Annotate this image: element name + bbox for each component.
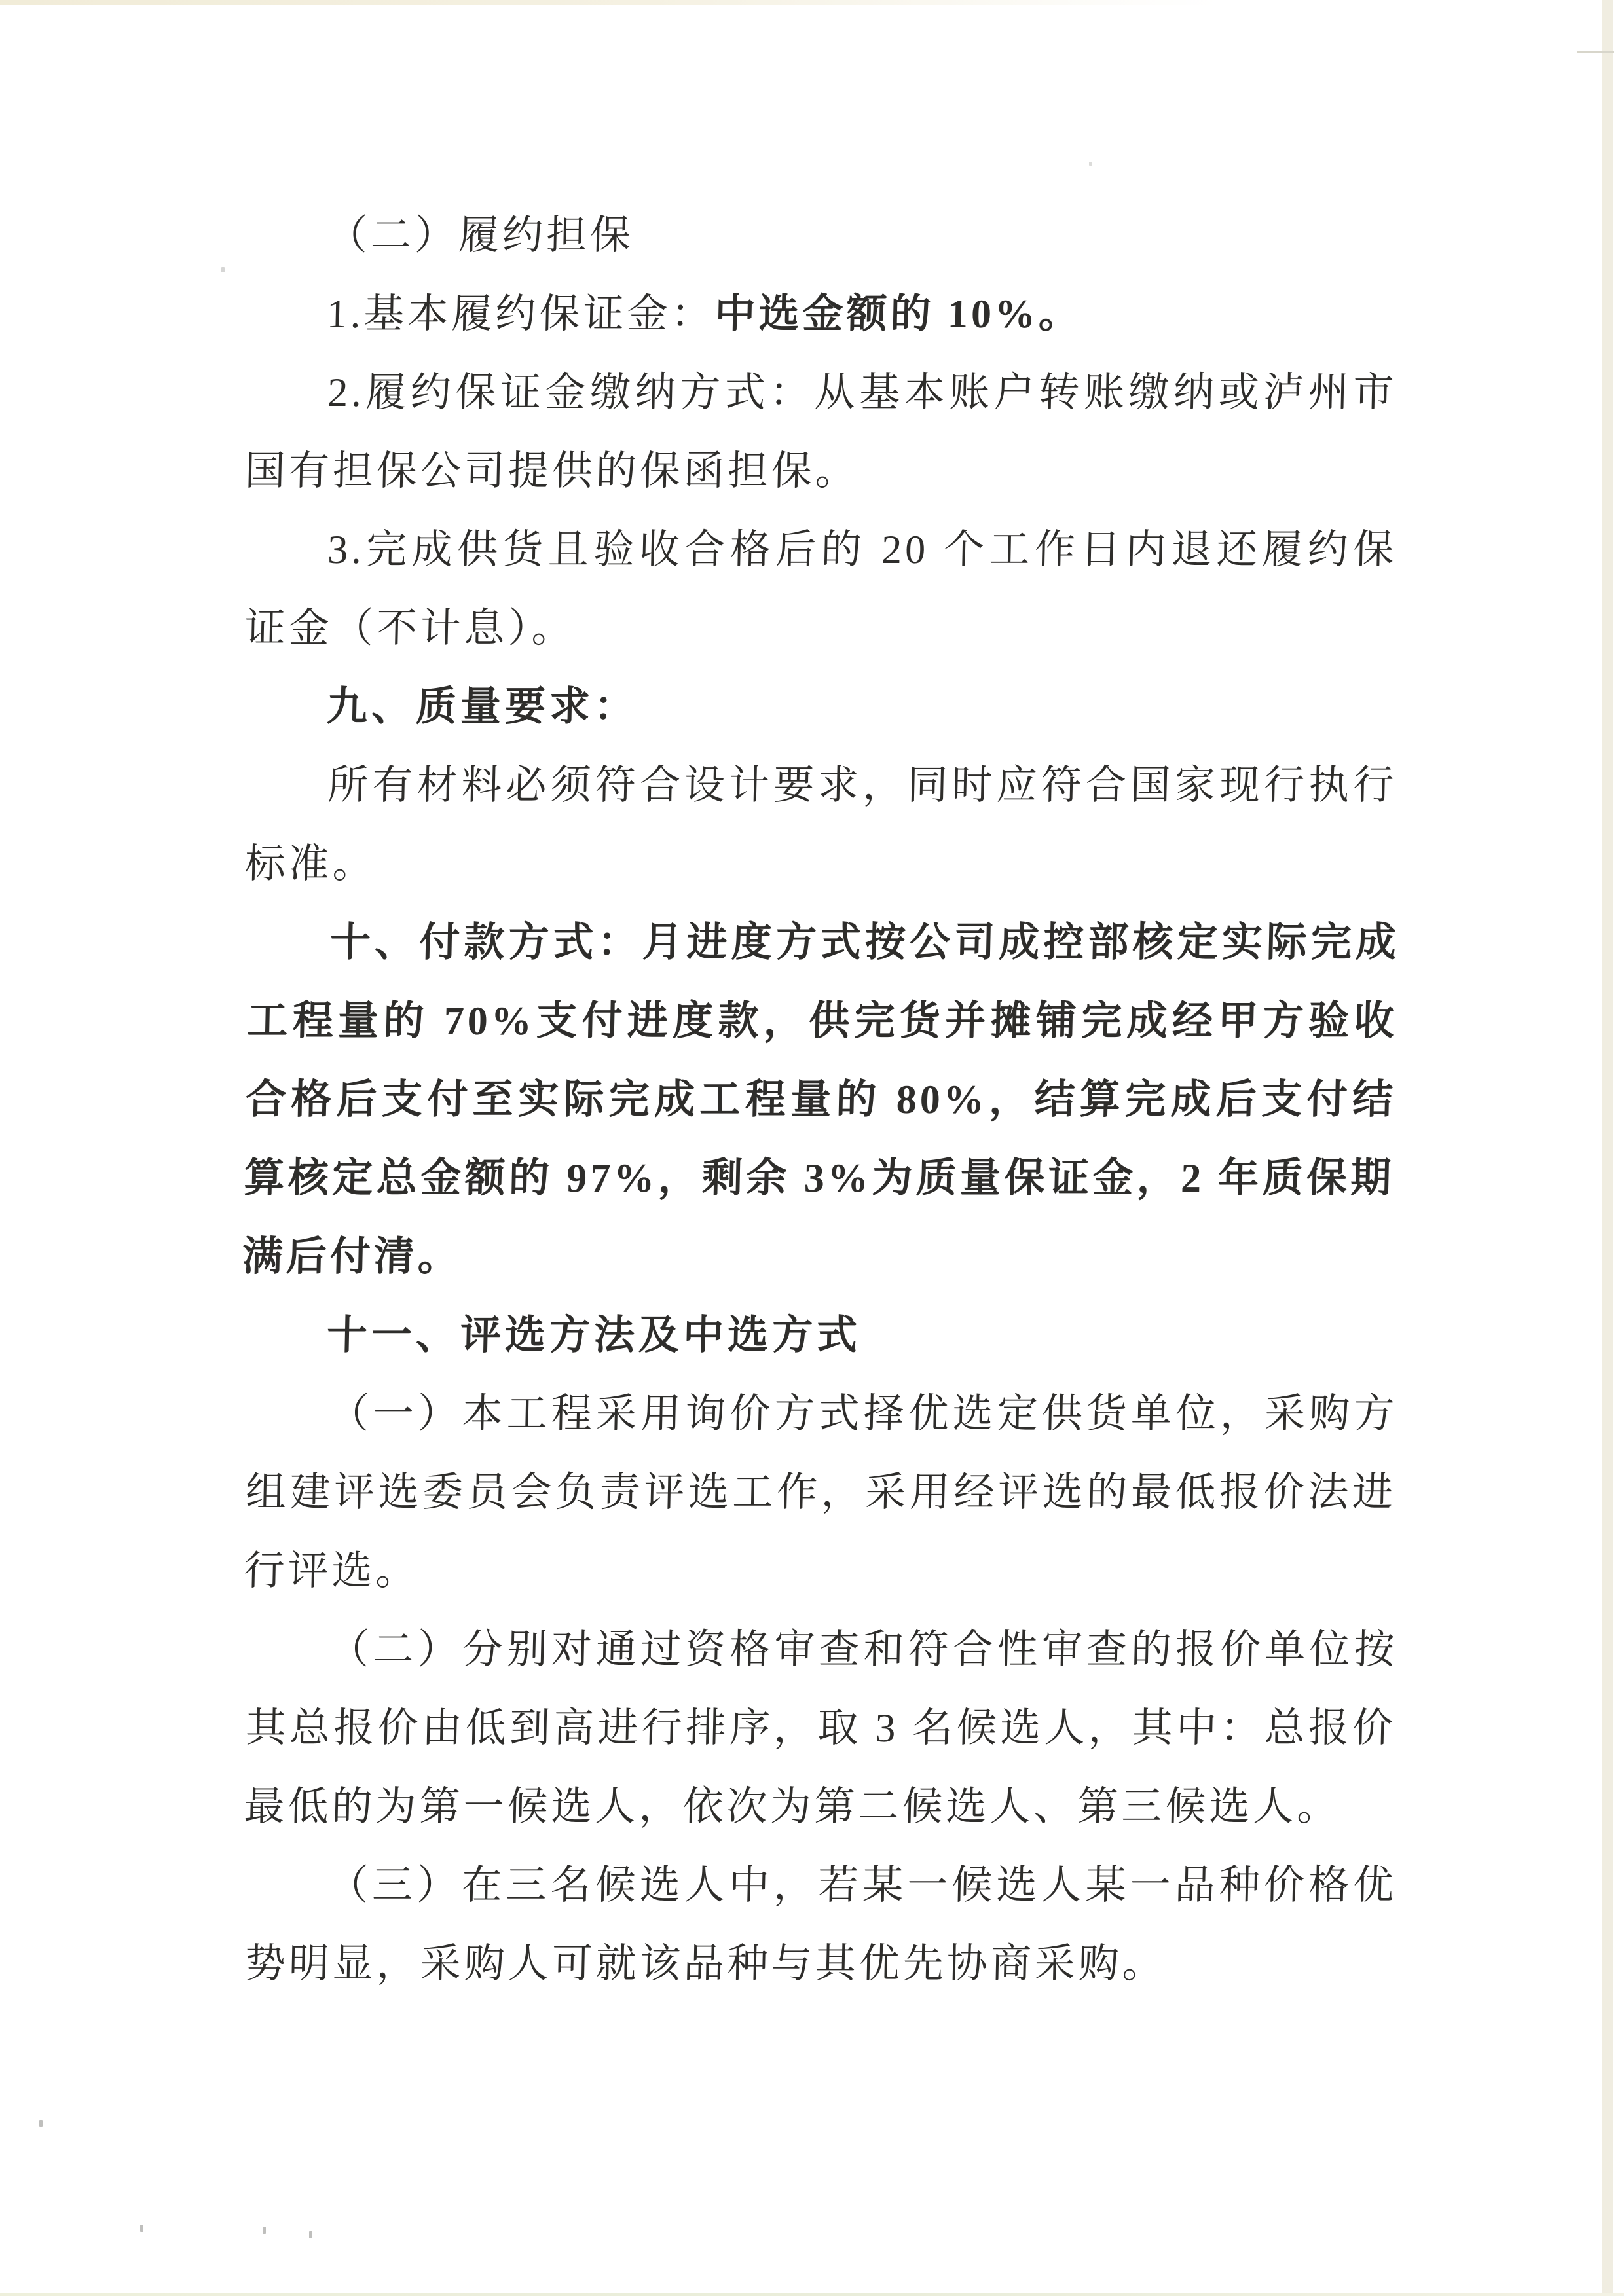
- section-11-item-2-ranking: （二）分别对通过资格审查和符合性审查的报价单位按其总报价由低到高进行排序，取 3 名候选人，其中：总报价最低的为第一候选人，依次为第二候选人、第三候选人。: [243, 1628, 1399, 1829]
- section-10-payment-terms-lead: 十、付款方式：: [329, 920, 643, 965]
- scan-speck: [221, 267, 225, 272]
- scan-speck: [140, 2225, 143, 2232]
- scan-speck: [1089, 162, 1092, 166]
- section-11-selection-heading: 十一、评选方法及中选方式: [326, 1313, 862, 1358]
- clause-2-performance-guarantee-heading: （二）履约担保: [326, 213, 635, 258]
- scan-dash-mark: [1577, 51, 1614, 53]
- item-3-guarantee-refund: 3.完成供货且验收合格后的 20 个工作日内退还履约保证金（不计息）。: [244, 528, 1397, 651]
- document-body: [242, 196, 1400, 2003]
- scan-edge-bottom: [0, 2293, 1624, 2296]
- section-9-quality-body: 所有材料必须符合设计要求，同时应符合国家现行执行标准。: [244, 763, 1397, 886]
- item-2-payment-of-guarantee: 2.履约保证金缴纳方式：从基本账户转账缴纳或泸州市国有担保公司提供的保函担保。: [244, 371, 1397, 494]
- scan-edge-right-band: [1602, 0, 1613, 2296]
- section-11-item-3-price-advantage: （三）在三名候选人中，若某一候选人某一品种价格优势明显，采购人可就该品种与其优先协商采购。: [244, 1863, 1397, 1986]
- section-10-payment-terms: [242, 903, 1401, 1296]
- section-11-item-1-inquiry-method: （一）本工程采用询价方式择优选定供货单位，采购方组建评选委员会负责评选工作，采用经评选的最低报价法进行评选。: [243, 1392, 1399, 1594]
- scan-speck: [263, 2227, 266, 2234]
- scan-speck: [309, 2231, 312, 2238]
- item-1-basic-guarantee-lead: 1.基本履约保证金：: [326, 292, 716, 337]
- scan-edge-top: [0, 0, 1624, 5]
- section-10-payment-terms-body: 月进度方式按公司成控部核定实际完成工程量的 70%支付进度款，供完货并摊铺完成经甲方验收合格后支付至实际完成工程量的 80%，结算完成后支付结算核定总金额的 97%，剩余 3%为质量保证金，2 年质保期满后付清。: [242, 920, 1400, 1279]
- item-1-basic-guarantee-amount: 中选金额的 10%。: [714, 292, 1083, 337]
- item-1-basic-guarantee: [245, 275, 1397, 354]
- scan-speck: [39, 2120, 43, 2127]
- section-9-quality-heading: 九、质量要求：: [326, 684, 639, 729]
